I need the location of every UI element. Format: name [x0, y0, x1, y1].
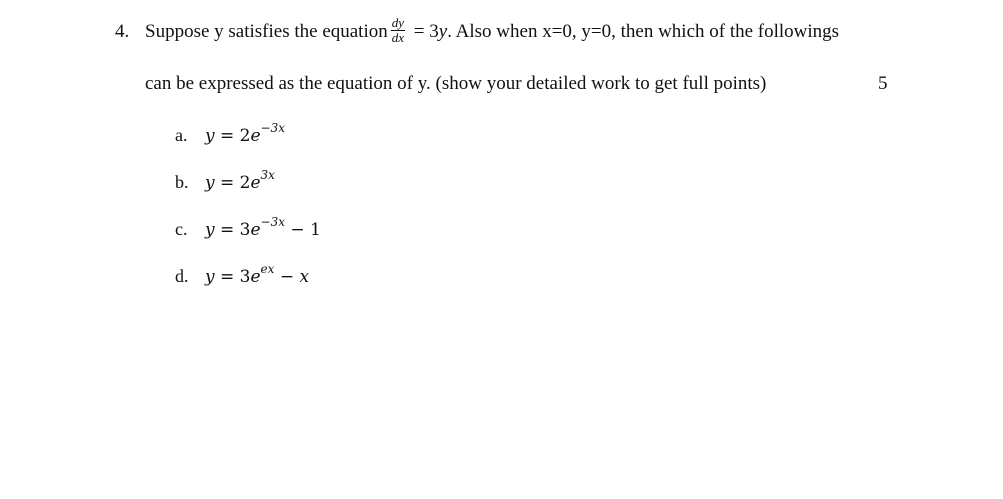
- fraction-denominator: dx: [391, 30, 405, 46]
- option-equation: $y = 3e^{ex} - x$: [205, 262, 310, 287]
- option-b: [175, 163, 275, 197]
- fraction-numerator: dy: [391, 15, 405, 31]
- equation-equals: = 3: [409, 21, 439, 42]
- question-text-after: . Also when x=0, y=0, then which of the followings: [447, 21, 840, 42]
- question-line-2: can be expressed as the equation of y. (show your detailed work to get full points): [145, 73, 767, 94]
- option-a: [175, 116, 285, 150]
- option-equation: $y = 2e^{-3x}$: [205, 121, 286, 146]
- option-c: [175, 210, 321, 244]
- option-equation: $y = 3e^{-3x} - 1$: [205, 215, 321, 240]
- points-value: 5: [878, 73, 888, 94]
- option-letter: b.: [175, 171, 189, 192]
- derivative-fraction: [391, 16, 405, 45]
- question-number: 4.: [115, 21, 130, 42]
- option-equation: $y = 2e^{3x}$: [205, 168, 275, 193]
- equation-variable: y: [438, 21, 448, 42]
- option-letter: c.: [175, 218, 188, 239]
- question-text-before: Suppose y satisfies the equation: [145, 21, 388, 42]
- option-letter: d.: [175, 265, 189, 286]
- option-letter: a.: [175, 124, 188, 145]
- question-line-1: [115, 12, 839, 52]
- option-d: [175, 257, 309, 291]
